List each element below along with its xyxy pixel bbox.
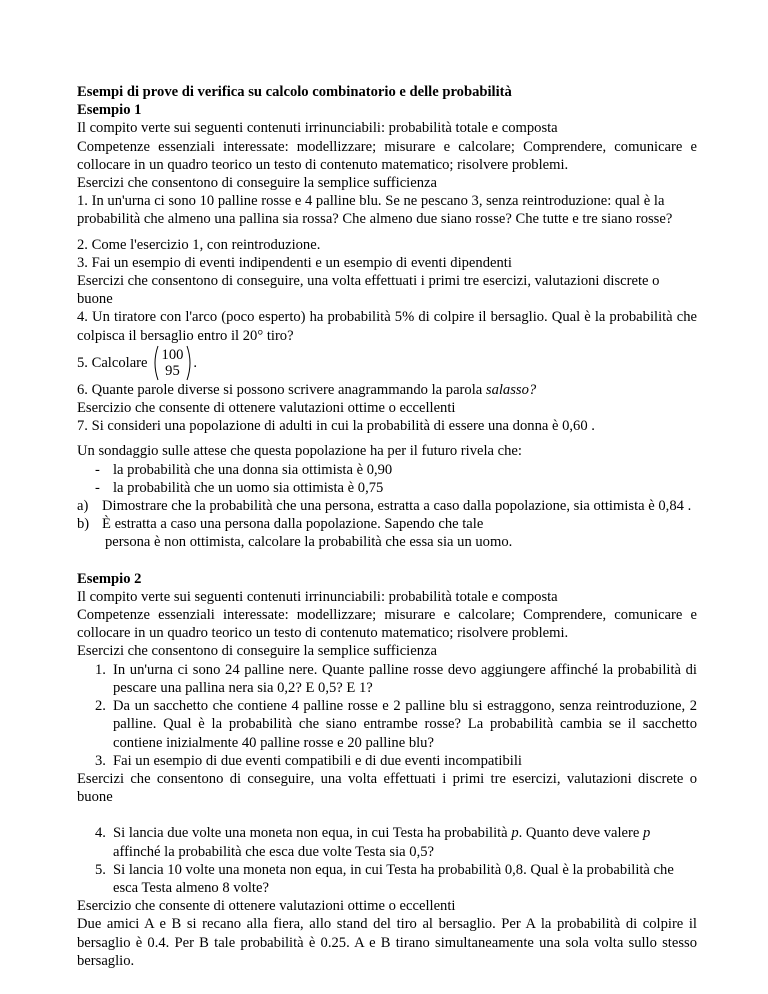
list-item: - la probabilità che un uomo sia ottimista è 0,75 bbox=[77, 479, 697, 497]
document-page bbox=[77, 83, 697, 970]
list-item bbox=[77, 515, 697, 533]
item-b-label: b) bbox=[77, 516, 90, 533]
item-a-label: a) bbox=[77, 498, 89, 515]
binomial-coefficient bbox=[152, 345, 194, 381]
list-item: 3. Fai un esempio di due eventi compatibili e di due eventi incompatibili bbox=[77, 752, 697, 770]
ex2-buone-header: Esercizi che consentono di conseguire, una volta effettuati i primi tre esercizi, valutazioni discrete o buone bbox=[77, 770, 697, 806]
document-title: Esempi di prove di verifica su calcolo combinatorio e delle probabilità bbox=[77, 84, 512, 100]
ex1-ottime-header: Esercizio che consente di ottenere valutazioni ottime o eccellenti bbox=[77, 400, 456, 417]
ex2-question-4: Si lancia due volte una moneta non equa, in cui Testa ha probabilità p. Quanto deve valere p affinché la probabilità che esca due volte Testa sia 0,5? bbox=[113, 825, 651, 860]
list-item bbox=[77, 497, 697, 515]
list-item: - la probabilità che una donna sia ottimista è 0,90 bbox=[77, 461, 697, 479]
item-b-line1: È estratta a caso una persona dalla popolazione. Sapendo che tale bbox=[102, 516, 484, 533]
example-1-heading: Esempio 1 bbox=[77, 102, 142, 119]
ex1-question-7: 7. Si consideri una popolazione di adulti in cui la probabilità di essere una donna è 0,60 . bbox=[77, 418, 595, 435]
left-paren-icon bbox=[152, 345, 159, 381]
binom-top: 100 bbox=[161, 346, 184, 363]
list-item: 2. Da un sacchetto che contiene 4 palline rosse e 2 palline blu si estraggono, senza reintroduzione, 2 palline. Qual è la probabilità che siano entrambe rosse? La probabilità cambia se il sacchetto contiene inizialmente 40 palline rosse e 20 palline blu? bbox=[95, 698, 697, 751]
dash-item-2: la probabilità che un uomo sia ottimista è 0,75 bbox=[113, 479, 384, 496]
list-item: 5. Si lancia 10 volte una moneta non equa, in cui Testa ha probabilità 0,8. Qual è la probabilità che esca Testa almeno 8 volte? bbox=[77, 861, 697, 897]
q5-prefix: 5. Calcolare bbox=[77, 354, 148, 371]
q5-suffix: . bbox=[193, 354, 198, 371]
q6-prefix: 6. Quante parole diverse si possono scrivere anagrammando la parola bbox=[77, 381, 483, 398]
binom-bottom: 95 bbox=[165, 362, 180, 379]
ex1-question-3: 3. Fai un esempio di eventi indipendenti e un esempio di eventi dipendenti bbox=[77, 254, 512, 271]
ex2-suff-header: Esercizi che consentono di conseguire la semplice sufficienza bbox=[77, 643, 437, 660]
ex1-question-4: 4. Un tiratore con l'arco (poco esperto) ha probabilità 5% di colpire il bersaglio. Qual è la probabilità che colpisca il bersaglio entro il 20° tiro? bbox=[77, 309, 697, 344]
ex1-buone-header: Esercizi che consentono di conseguire, una volta effettuati i primi tre esercizi, valutazioni discrete o buone bbox=[77, 273, 660, 308]
ex1-contents: Il compito verte sui seguenti contenuti irrinunciabili: probabilità totale e composta bbox=[77, 120, 558, 137]
ex1-question-5 bbox=[77, 345, 697, 381]
ex1-sondaggio: Un sondaggio sulle attese che questa popolazione ha per il futuro rivela che: bbox=[77, 443, 522, 460]
item-a-text: Dimostrare che la probabilità che una persona, estratta a caso dalla popolazione, sia ottimista è 0,84 . bbox=[102, 498, 692, 515]
ex1-competenze: Competenze essenziali interessate: modellizzare; misurare e calcolare; Comprendere, comunicare e collocare in un quadro teorico un testo di contenuto matematico; risolvere problemi. bbox=[77, 138, 697, 173]
item-b-line2: persona è non ottimista, calcolare la probabilità che essa sia un uomo. bbox=[105, 534, 513, 551]
dash-item-1: la probabilità che una donna sia ottimista è 0,90 bbox=[113, 461, 393, 478]
ex2-competenze: Competenze essenziali interessate: modellizzare; misurare e calcolare; Comprendere, comunicare e collocare in un quadro teorico un testo di contenuto matematico; risolvere problemi. bbox=[77, 607, 697, 642]
ex1-suff-header: Esercizi che consentono di conseguire la semplice sufficienza bbox=[77, 175, 437, 192]
ex2-contents: Il compito verte sui seguenti contenuti irrinunciabili: probabilità totale e composta bbox=[77, 588, 558, 605]
list-item: 4. Si lancia due volte una moneta non equa, in cui Testa ha probabilità p. Quanto deve valere p affinché la probabilità che esca due volte Testa sia 0,5? bbox=[77, 824, 697, 860]
list-item: 1. In un'urna ci sono 24 palline nere. Quante palline rosse devo aggiungere affinché la probabilità di pescare una pallina nera sia 0,2? E 0,5? E 1? bbox=[95, 661, 697, 696]
ex2-final-problem: Due amici A e B si recano alla fiera, allo stand del tiro al bersaglio. Per A la probabilità di colpire il bersaglio è 0.4. Per B tale probabilità è 0.25. A e B tirano simultaneamente una sola volta sullo stesso bersaglio. bbox=[77, 916, 697, 969]
ex2-question-3: Fai un esempio di due eventi compatibili e di due eventi incompatibili bbox=[113, 752, 522, 769]
example-2-heading: Esempio 2 bbox=[77, 570, 142, 587]
ex1-question-2: 2. Come l'esercizio 1, con reintroduzione. bbox=[77, 236, 321, 253]
ex1-question-1: 1. In un'urna ci sono 10 palline rosse e 4 palline blu. Se ne pescano 3, senza reintroduzione: qual è la probabilità che almeno una pallina sia rossa? Che almeno due siano rosse? Che tutte e tre siano rosse? bbox=[77, 193, 673, 228]
ex2-question-5: Si lancia 10 volte una moneta non equa, in cui Testa ha probabilità 0,8. Qual è la probabilità che esca Testa almeno 8 volte? bbox=[113, 861, 674, 896]
ex2-ottime-header: Esercizio che consente di ottenere valutazioni ottime o eccellenti bbox=[77, 898, 456, 915]
q6-word: salasso? bbox=[485, 381, 537, 398]
ex1-question-6 bbox=[77, 381, 697, 399]
ex2-question-2: Da un sacchetto che contiene 4 palline rosse e 2 palline blu si estraggono, senza reintroduzione, 2 palline. Qual è la probabilità che siano entrambe rosse? La probabilità cambia se il sacchetto contiene inizialmente 40 palline rosse e 20 palline blu? bbox=[113, 698, 697, 751]
right-paren-icon bbox=[186, 345, 193, 381]
ex2-question-1: In un'urna ci sono 24 palline nere. Quante palline rosse devo aggiungere affinché la probabilità di pescare una pallina nera sia 0,2? E 0,5? E 1? bbox=[113, 661, 697, 696]
